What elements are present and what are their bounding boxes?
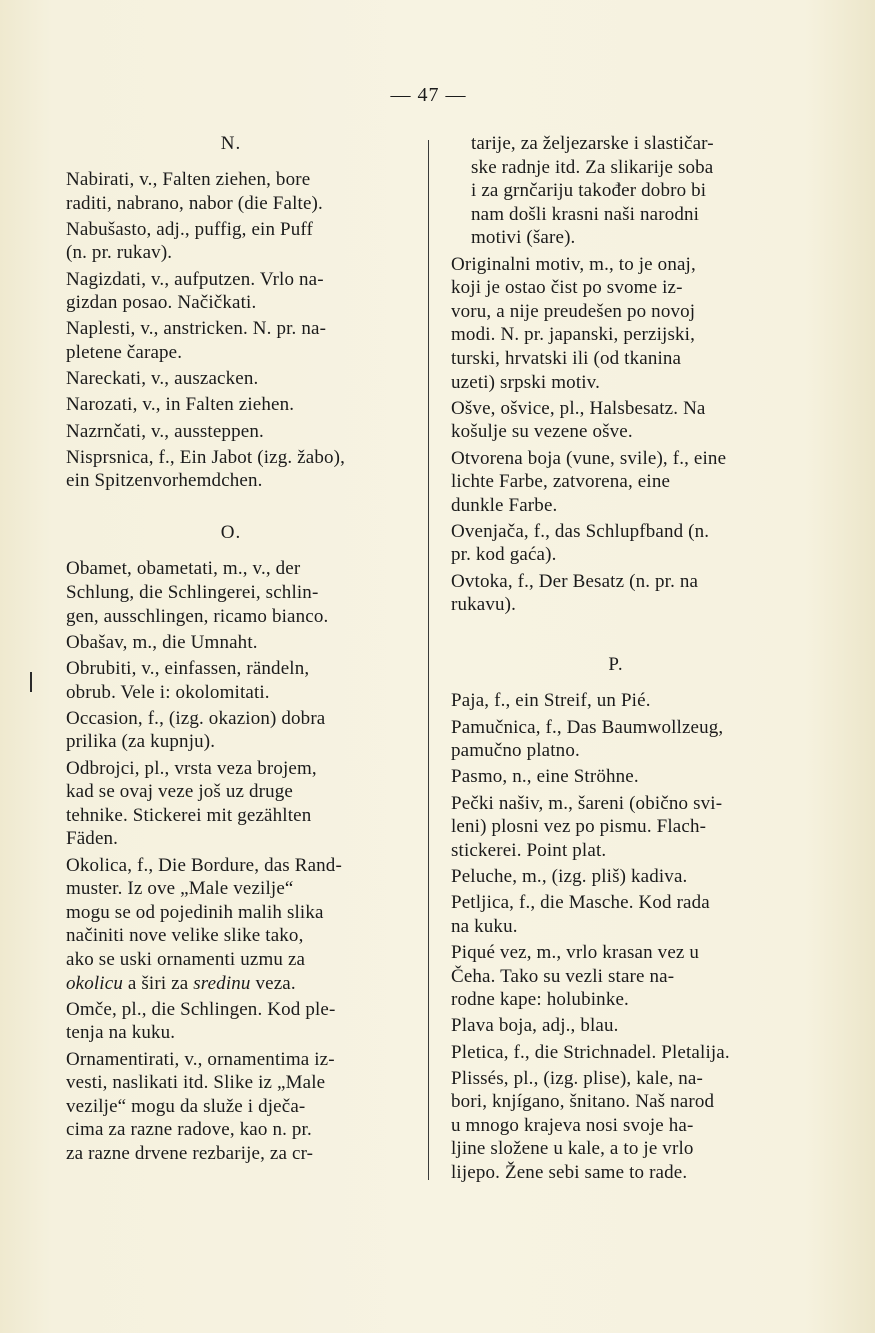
column-divider	[428, 140, 429, 1180]
entry-line: Nagizdati, v., aufputzen. Vrlo na-	[66, 268, 324, 290]
dictionary-entry	[66, 854, 396, 996]
entry-line: ako se uski ornamenti uzmu za	[66, 948, 306, 970]
entry-line: ljine složene u kale, a to je vrlo	[451, 1138, 694, 1160]
entry-line: košulje su vezene ošve.	[451, 421, 633, 443]
entry-line: rodne kape: holubinke.	[451, 989, 629, 1011]
dictionary-entry	[66, 757, 396, 851]
entry-line: kad se ovaj veze još uz druge	[66, 781, 293, 803]
dictionary-entry	[451, 792, 781, 863]
entry-line: turski, hrvatski ili (od tkanina	[451, 347, 682, 369]
entry-line: cima za razne radove, kao n. pr.	[66, 1119, 312, 1141]
dictionary-entry	[451, 570, 781, 617]
entry-line: Pamučnica, f., Das Baumwollzeug,	[451, 716, 724, 738]
entry-line: leni) plosni vez po pismu. Flach-	[451, 816, 707, 838]
entry-line: Obamet, obametati, m., v., der	[66, 558, 301, 580]
section-o-entries-continued	[451, 253, 781, 617]
dictionary-entry	[451, 865, 781, 889]
section-n-entries	[66, 168, 396, 493]
entry-line: Otvorena boja (vune, svile), f., eine	[451, 447, 727, 469]
dictionary-entry	[451, 397, 781, 444]
dictionary-entry	[451, 941, 781, 1012]
entry-line: stickerei. Point plat.	[451, 839, 607, 861]
entry-line: tenja na kuku.	[66, 1022, 176, 1044]
entry-line: Ovtoka, f., Der Besatz (n. pr. na	[451, 570, 699, 592]
entry-line: Piqué vez, m., vrlo krasan vez u	[451, 941, 700, 963]
dictionary-entry	[451, 1067, 781, 1185]
entry-line: prilika (za kupnju).	[66, 731, 216, 753]
continued-entry	[451, 132, 781, 250]
entry-line: Odbrojci, pl., vrsta veza brojem,	[66, 757, 317, 779]
entry-line: raditi, nabrano, nabor (die Falte).	[66, 192, 323, 214]
italic-term: okolicu	[66, 972, 123, 994]
entry-line: Čeha. Tako su vezli stare na-	[451, 965, 675, 987]
dictionary-entry	[451, 1041, 781, 1065]
entry-line: tarije, za željezarske i slastičar-	[471, 133, 714, 154]
section-letter-o: O.	[220, 522, 242, 544]
entry-line: Fäden.	[66, 828, 119, 850]
entry-line: na kuku.	[451, 915, 518, 937]
dictionary-entry	[451, 520, 781, 567]
entry-line: gen, ausschlingen, ricamo bianco.	[66, 605, 329, 627]
entry-line: nam došli krasni naši narodni	[471, 203, 700, 225]
italic-term: sredinu	[193, 972, 251, 994]
entry-line: Originalni motiv, m., to je onaj,	[451, 253, 696, 275]
entry-line: Nazrnčati, v., aussteppen.	[66, 420, 264, 442]
dictionary-entry	[451, 891, 781, 938]
entry-line: Pletica, f., die Strichnadel. Pletalija.	[451, 1041, 730, 1063]
entry-line: gizdan posao. Načičkati.	[66, 292, 257, 314]
entry-line: mogu se od pojedinih malih slika	[66, 901, 324, 923]
entry-line: Naplesti, v., anstricken. N. pr. na-	[66, 318, 327, 340]
entry-line: dunkle Farbe.	[451, 494, 558, 516]
entry-line: tehnike. Stickerei mit gezählten	[66, 804, 312, 826]
dictionary-entry	[66, 317, 396, 364]
entry-line: koji je ostao čist po svome iz-	[451, 277, 683, 299]
entry-line: Nisprsnica, f., Ein Jabot (izg. žabo),	[66, 446, 346, 468]
entry-line: motivi (šare).	[471, 227, 576, 249]
entry-line: (n. pr. rukav).	[66, 242, 173, 264]
dictionary-entry	[66, 557, 396, 628]
entry-line: pamučno platno.	[451, 740, 580, 762]
entry-line: ske radnje itd. Za slikarije soba	[471, 156, 714, 178]
entry-line: vezilje“ mogu da služe i dječa-	[66, 1095, 306, 1117]
entry-line: obrub. Vele i: okolomitati.	[66, 681, 270, 703]
entry-line: Pasmo, n., eine Ströhne.	[451, 766, 639, 788]
section-o-entries	[66, 557, 396, 1165]
dictionary-entry	[451, 765, 781, 789]
entry-line: Ošve, ošvice, pl., Halsbesatz. Na	[451, 397, 706, 419]
dictionary-entry	[66, 1048, 396, 1166]
dictionary-entry	[451, 1014, 781, 1038]
entry-line: Pečki našiv, m., šareni (obično svi-	[451, 792, 723, 814]
dictionary-entry	[66, 657, 396, 704]
entry-line: Peluche, m., (izg. pliš) kadiva.	[451, 865, 688, 887]
entry-line: bori, knjígano, šnitano. Naš narod	[451, 1091, 715, 1113]
dictionary-entry	[66, 420, 396, 444]
entry-line: Nabušasto, adj., puffig, ein Puff	[66, 218, 313, 240]
entry-line: Obašav, m., die Umnaht.	[66, 631, 258, 653]
entry-line: rukavu).	[451, 594, 517, 616]
page-number: — 47 —	[390, 84, 467, 106]
entry-line: Ornamentirati, v., ornamentima iz-	[66, 1048, 335, 1070]
dictionary-entry-continuation	[451, 132, 781, 250]
entry-line: pr. kod gaća).	[451, 544, 557, 566]
entry-line: Paja, f., ein Streif, un Pié.	[451, 690, 651, 712]
entry-line: Plava boja, adj., blau.	[451, 1015, 619, 1037]
entry-line: načiniti nove velike slike tako,	[66, 925, 304, 947]
entry-line: Obrubiti, v., einfassen, rändeln,	[66, 658, 310, 680]
entry-line: Nareckati, v., auszacken.	[66, 368, 259, 390]
entry-line: Omče, pl., die Schlingen. Kod ple-	[66, 998, 336, 1020]
entry-line: muster. Iz ove „Male vezilje“	[66, 878, 294, 900]
right-column	[451, 132, 781, 1187]
dictionary-entry	[66, 446, 396, 493]
entry-line: lichte Farbe, zatvorena, eine	[451, 471, 671, 493]
entry-line: uzeti) srpski motiv.	[451, 371, 600, 393]
entry-line: Ovenjača, f., das Schlupfband (n.	[451, 520, 710, 542]
section-letter-p: P.	[608, 654, 624, 676]
entry-line	[66, 972, 396, 996]
entry-line: modi. N. pr. japanski, perzijski,	[451, 324, 695, 346]
entry-text: a širi za	[122, 972, 194, 994]
dictionary-entry	[66, 998, 396, 1045]
entry-text: veza.	[250, 972, 296, 994]
dictionary-entry	[66, 707, 396, 754]
entry-line: ein Spitzenvorhemdchen.	[66, 470, 263, 492]
dictionary-entry	[66, 168, 396, 215]
entry-line: Plissés, pl., (izg. plise), kale, na-	[451, 1067, 703, 1089]
dictionary-entry	[66, 218, 396, 265]
section-p-entries	[451, 689, 781, 1184]
dictionary-entry	[451, 447, 781, 518]
entry-line: Nabirati, v., Falten ziehen, bore	[66, 169, 311, 190]
entry-line: Petljica, f., die Masche. Kod rada	[451, 892, 710, 914]
entry-line: Narozati, v., in Falten ziehen.	[66, 394, 295, 416]
margin-mark	[30, 672, 32, 692]
entry-line: pletene čarape.	[66, 341, 183, 363]
dictionary-entry	[66, 631, 396, 655]
left-column	[66, 132, 396, 1168]
entry-line: Occasion, f., (izg. okazion) dobra	[66, 707, 326, 729]
dictionary-entry	[66, 367, 396, 391]
entry-line: Okolica, f., Die Bordure, das Rand-	[66, 854, 342, 876]
entry-line: voru, a nije preudešen po novoj	[451, 300, 696, 322]
entry-line: i za grnčariju također dobro bi	[471, 180, 707, 202]
dictionary-entry	[451, 689, 781, 713]
dictionary-entry	[451, 716, 781, 763]
entry-line: lijepo. Žene sebi same to rade.	[451, 1162, 688, 1184]
entry-line: u mnogo krajeva nosi svoje ha-	[451, 1114, 694, 1136]
dictionary-entry	[66, 268, 396, 315]
entry-line: za razne drvene rezbarije, za cr-	[66, 1142, 314, 1164]
dictionary-entry	[451, 253, 781, 395]
section-letter-n: N.	[220, 133, 242, 154]
entry-line: Schlung, die Schlingerei, schlin-	[66, 582, 319, 604]
dictionary-entry	[66, 393, 396, 417]
entry-line: vesti, naslikati itd. Slike iz „Male	[66, 1072, 326, 1094]
